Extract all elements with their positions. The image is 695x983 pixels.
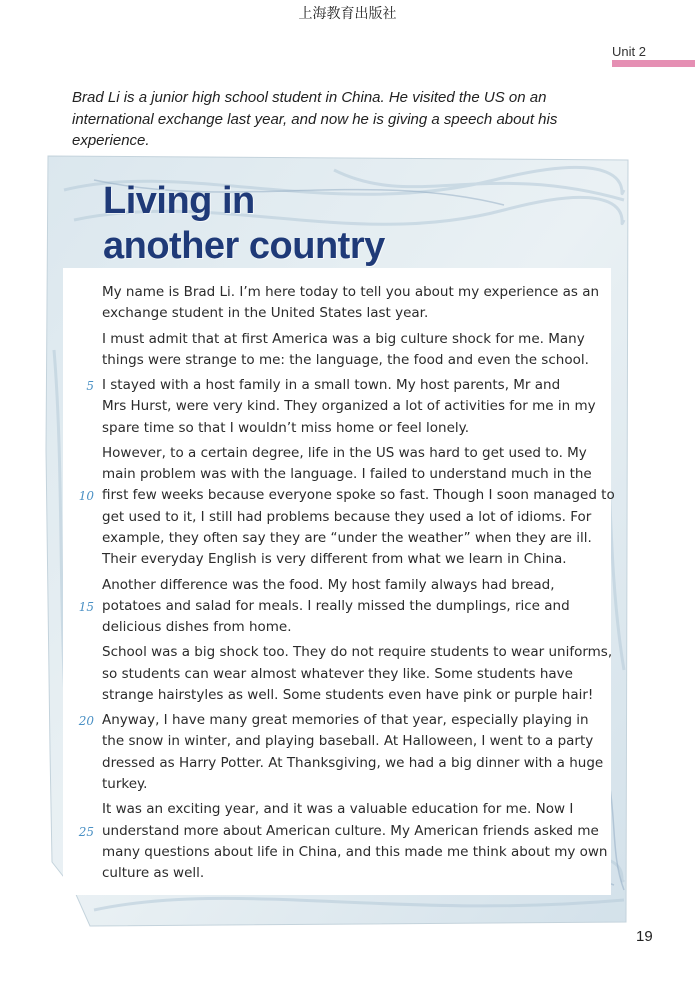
text-line: Anyway, I have many great memories of that year, especially playing in <box>102 712 589 729</box>
text-line: dressed as Harry Potter. At Thanksgiving, we had a big dinner with a huge <box>102 754 604 771</box>
text-line: culture as well. <box>102 865 205 882</box>
text-line: Another difference was the food. My host family always had bread, <box>102 576 555 593</box>
unit-accent-bar <box>612 60 695 67</box>
text-line: main problem was with the language. I failed to understand much in the <box>102 466 592 483</box>
line-number: 15 <box>78 600 94 614</box>
text-line: strange hairstyles as well. Some students even have pink or purple hair! <box>102 686 594 703</box>
line-number: 25 <box>78 825 94 839</box>
line-number: 5 <box>86 379 94 393</box>
text-line: Mrs Hurst, were very kind. They organized a lot of activities for me in my <box>102 398 596 415</box>
line-number: 20 <box>78 714 94 728</box>
text-line: My name is Brad Li. I’m here today to tell you about my experience as an <box>102 284 600 300</box>
text-line: first few weeks because everyone spoke so fast. Though I soon managed to <box>102 487 615 504</box>
text-line: exchange student in the United States last year. <box>102 305 429 322</box>
text-line: the snow in winter, and playing baseball. At Halloween, I went to a party <box>102 733 594 750</box>
unit-label: Unit 2 <box>612 44 646 59</box>
text-line: I must admit that at first America was a big culture shock for me. Many <box>102 330 585 347</box>
text-line: spare time so that I wouldn’t miss home or feel lonely. <box>102 419 469 436</box>
text-line: Their everyday English is very different from what we learn in China. <box>102 551 567 568</box>
intro-paragraph: Brad Li is a junior high school student in China. He visited the US on an international exchange last year, and now he is giving a speech about his experience. <box>72 89 558 149</box>
title-line-2: another country <box>103 225 385 267</box>
text-line: potatoes and salad for meals. I really missed the dumplings, rice and <box>102 597 570 614</box>
text-line: understand more about American culture. My American friends asked me <box>102 822 599 839</box>
line-number: 10 <box>78 489 94 503</box>
text-line: However, to a certain degree, life in the US was hard to get used to. My <box>102 444 587 461</box>
text-line: so students can wear almost whatever they like. Some students have <box>102 665 573 682</box>
text-line: example, they often say they are “under the weather” when they are ill. <box>102 530 592 546</box>
text-line: I stayed with a host family in a small town. My host parents, Mr and <box>102 377 561 393</box>
text-line: School was a big shock too. They do not require students to wear uniforms, <box>102 644 613 661</box>
page-number: 19 <box>636 928 653 945</box>
text-line: turkey. <box>102 776 148 792</box>
text-line: delicious dishes from home. <box>102 619 292 636</box>
publisher-header: 上海教育出版社 <box>298 6 397 22</box>
text-line: many questions about life in China, and this made me think about my own <box>102 843 608 860</box>
title-line-1: Living in <box>103 180 255 222</box>
article-title <box>103 179 385 269</box>
text-line: things were strange to me: the language, the food and even the school. <box>102 351 589 368</box>
text-line: It was an exciting year, and it was a valuable education for me. Now I <box>102 801 574 818</box>
text-line: get used to it, I still had problems because they used a lot of idioms. For <box>102 508 592 525</box>
